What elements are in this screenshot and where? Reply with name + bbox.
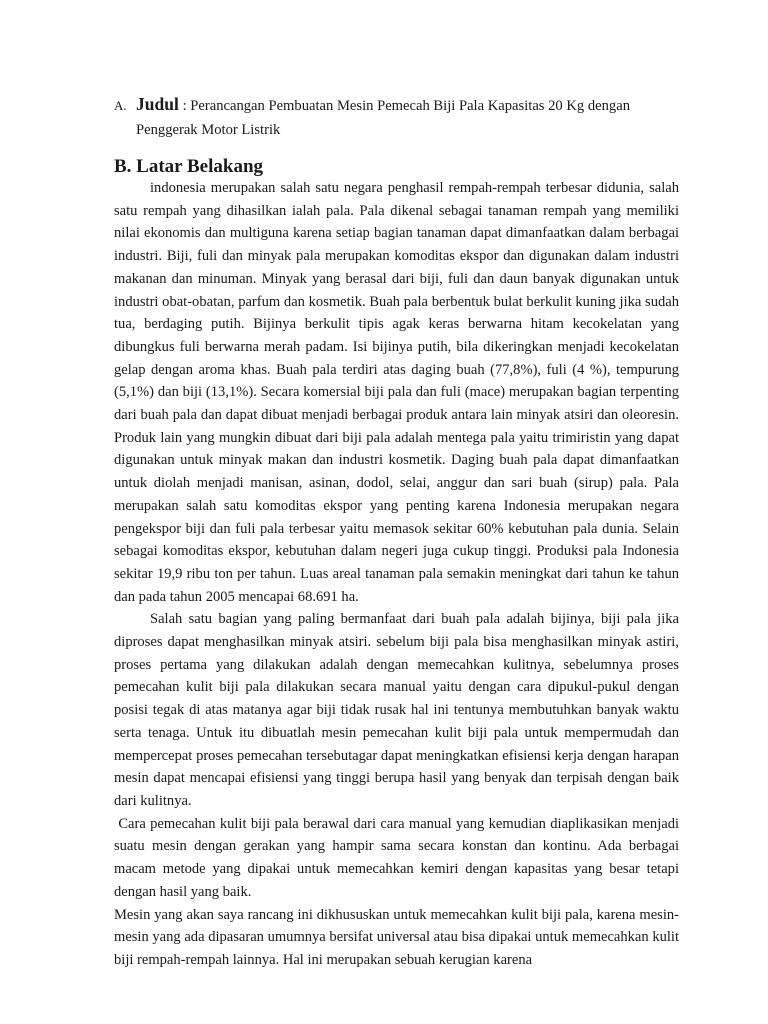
judul-label: Judul: [136, 94, 179, 114]
paragraph-2: Salah satu bagian yang paling bermanfaat dari buah pala adalah bijinya, biji pala jika diproses dapat menghasilkan minyak atsiri. sebelum biji pala bisa menghasilkan minyak astiri, proses pertama yang dilakukan adalah dengan memecahkan kulitnya, sebelumnya proses pemecahan kulit biji pala dilakukan secara manual yaitu dengan cara dipukul-pukul dengan posisi tegak di atas matanya agar biji tidak rusak hal ini tentunya membutuhkan banyak waktu serta tenaga. Untuk itu dibuatlah mesin pemecahan kulit biji pala untuk mempermudah dan mempercepat proses pemecahan tersebutagar dapat meningkatkan efisiensi kerja dengan harapan mesin dapat mencapai efisiensi yang tinggi berupa hasil yang benyak dan terpisah dengan baik dari kulitnya.: [114, 611, 679, 809]
section-a-title: [114, 92, 674, 142]
background-body: [114, 177, 683, 972]
paragraph-4: Mesin yang akan saya rancang ini dikhususkan untuk memecahkan kulit biji pala, karena mesin-mesin yang ada dipasaran umumnya bersifat universal atau bisa dipakai untuk memecahkan kulit biji rempah-rempah lainnya. Hal ini merupakan sebuah kerugian karena: [114, 906, 679, 968]
paragraph-1: indonesia merupakan salah satu negara penghasil rempah-rempah terbesar didunia, salah satu rempah yang dihasilkan ialah pala. Pala dikenal sebagai tanaman rempah yang memiliki nilai ekonomis dan multiguna karena setiap bagian tanaman dapat dimanfaatkan dalam berbagai industri. Biji, fuli dan minyak pala merupakan komoditas ekspor dan digunakan dalam industri makanan dan minuman. Minyak yang berasal dari biji, fuli dan daun banyak digunakan untuk industri obat-obatan, parfum dan kosmetik. Buah pala berbentuk bulat berkulit kuning jika sudah tua, berdaging putih. Bijinya berkulit tipis agak keras berwarna hitam kecokelatan yang dibungkus fuli berwarna merah padam. Isi bijinya putih, bila dikeringkan menjadi kecokelatan gelap dengan aroma khas. Buah pala terdiri atas daging buah (77,8%), fuli (4 %), tempurung (5,1%) dan biji (13,1%). Secara komersial biji pala dan fuli (mace) merupakan bagian terpenting dari buah pala dan dapat dibuat menjadi berbagai produk antara lain minyak atsiri dan oleoresin. Produk lain yang mungkin dibuat dari biji pala adalah mentega pala yaitu trimiristin yang dapat digunakan untuk minyak makan dan industri kosmetik. Daging buah pala dapat dimanfaatkan untuk diolah menjadi manisan, asinan, dodol, selai, anggur dan sari buah (sirup) pala. Pala merupakan salah satu komoditas ekspor yang penting karena Indonesia merupakan negara pengekspor biji dan fuli pala terbesar yaitu memasok sekitar 60% kebutuhan pala dunia. Selain sebagai komoditas ekspor, kebutuhan dalam negeri juga cukup tinggi. Produksi pala Indonesia sekitar 19,9 ribu ton per tahun. Luas areal tanaman pala semakin meningkat dari tahun ke tahun dan pada tahun 2005 mencapai 68.691 ha.: [114, 180, 679, 605]
title-line-1: : Perancangan Pembuatan Mesin Pemecah Biji Pala Kapasitas 20 Kg dengan: [182, 98, 630, 114]
section-b-heading: B. Latar Belakang: [114, 156, 264, 177]
paragraph-3: Cara pemecahan kulit biji pala berawal dari cara manual yang kemudian diaplikasikan menjadi suatu mesin dengan gerakan yang hampir sama secara konstan dan kontinu. Ada berbagai macam metode yang dipakai untuk memecahkan kemiri dengan kapasitas yang besar tetapi dengan hasil yang baik.: [114, 815, 683, 900]
section-a-letter: A.: [114, 98, 127, 113]
title-line-2: Penggerak Motor Listrik: [136, 122, 281, 138]
